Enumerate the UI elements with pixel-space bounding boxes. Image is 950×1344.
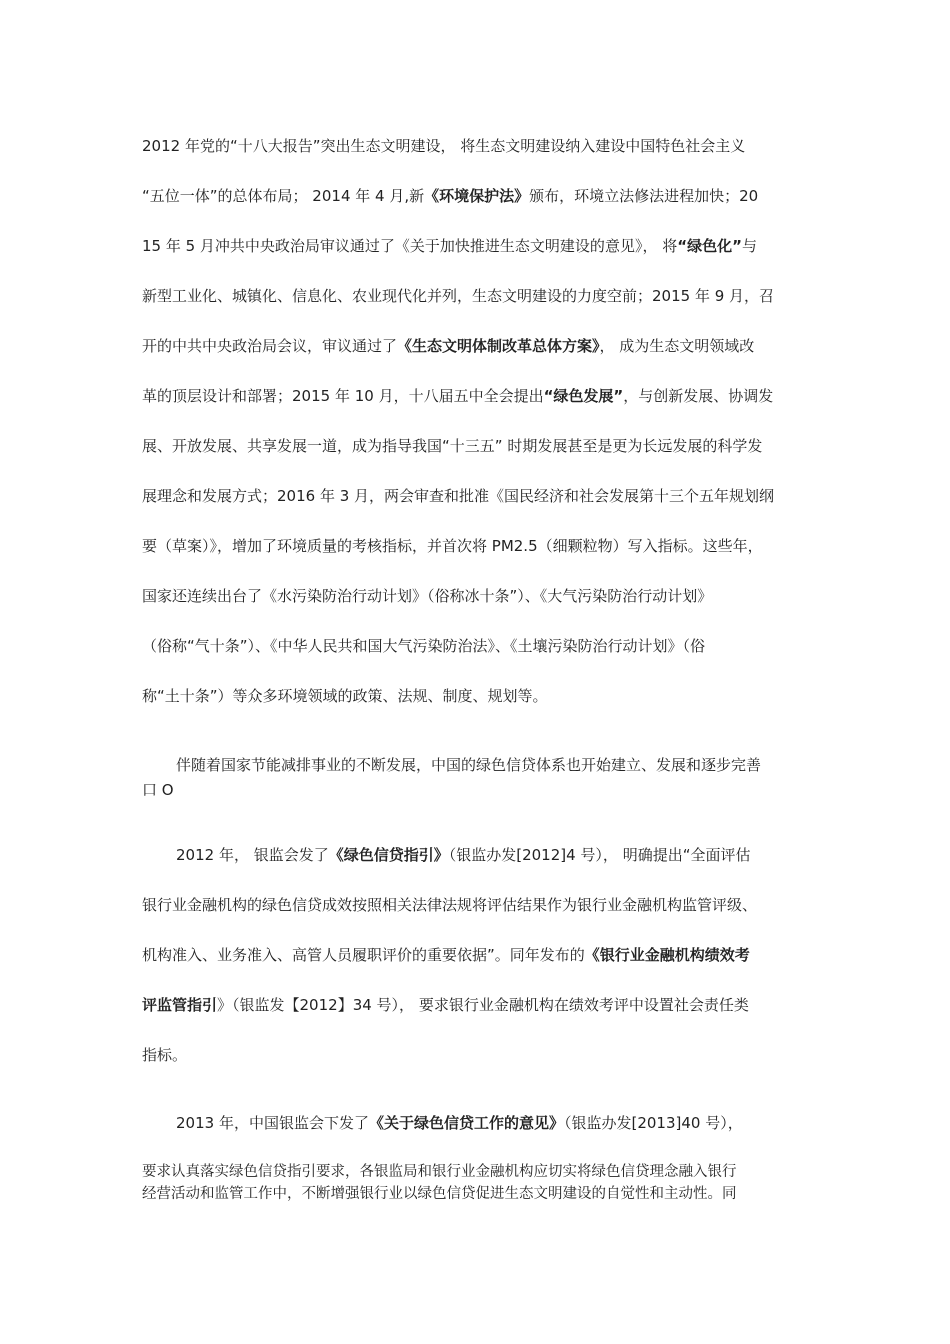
text-run: 国家还连续出台了《水污染防治行动计划》（俗称冰十条”）、《大气污染防治行动计划》 [142,587,713,605]
bold-text-run: 评监管指引 [142,996,218,1014]
text-line [142,945,750,965]
text-line [176,755,761,775]
text-line [176,1113,743,1133]
text-run: 称“土十条”）等众多环境领域的政策、法规、制度、规划等。 [142,687,548,705]
text-run: 口 O [142,781,174,799]
text-run: 要（草案）》，增加了环境质量的考核指标，并首次将 PM2.5（细颗粒物）写入指标。这些年， [142,537,763,555]
text-line [142,486,774,506]
text-line [142,236,757,256]
text-run: 展理念和发展方式；2016 年 3 月，两会审查和批准《国民经济和社会发展第十三个五年规划纲 [142,487,775,505]
text-line [142,895,757,915]
text-run: 伴随着国家节能减排事业的不断发展，中国的绿色信贷体系也开始建立、发展和逐步完善 [176,756,762,774]
text-line [142,1045,187,1065]
bold-text-run: 《关于绿色信贷工作的意见》 [368,1114,564,1132]
text-run: 2012 年， 银监会发了 [176,846,329,864]
text-run: “五位一体”的总体布局； 2014 年 4 月,新 [142,187,425,205]
text-line [142,686,548,706]
bold-text-run: 《环境保护法》 [424,187,530,205]
text-run: （银监办发[2012]4 号）， 明确提出“全面评估 [448,846,751,864]
text-line [142,386,773,406]
bold-text-run: “绿色发展” [543,387,624,405]
text-run: 指标。 [142,1046,188,1064]
text-line [142,586,712,606]
text-run: 2013 年，中国银监会下发了 [176,1114,369,1132]
text-run: 开的中共中央政治局会议，审议通过了 [142,337,398,355]
text-line [142,780,174,800]
text-run: 新型工业化、城镇化、信息化、农业现代化并列，生态文明建设的力度空前；2015 年 9 月，召 [142,287,775,305]
text-run: 经营活动和监管工作中，不断增强银行业以绿色信贷促进生态文明建设的自觉性和主动性。同 [142,1186,737,1202]
text-run: 展、开放发展、共享发展一道，成为指导我国“十三五” 时期发展甚至是更为长远发展的科学发 [142,437,763,455]
text-run: ， 成为生态文明领域改 [599,337,755,355]
text-line [142,1184,737,1204]
bold-text-run: 《生态文明体制改革总体方案》 [397,337,600,355]
text-run: （俗称“气十条”）、《中华人民共和国大气污染防治法》、《土壤污染防治行动计划》（俗 [142,637,706,655]
text-line [142,536,763,556]
text-run: 银行业金融机构的绿色信贷成效按照相关法律法规将评估结果作为银行业金融机构监管评级、 [142,896,758,914]
text-line [176,845,750,865]
text-line [142,186,758,206]
text-line [142,286,774,306]
bold-text-run: 《银行业金融机构绩效考 [584,946,750,964]
text-run: 》（银监发【2012】34 号）， 要求银行业金融机构在绩效考评中设置社会责任类 [217,996,749,1014]
text-run: 颁布，环境立法修法进程加快；20 [529,187,759,205]
text-run: ，与创新发展、协调发 [623,387,774,405]
text-run: 机构准入、业务准入、高管人员履职评价的重要依据”。同年发布的 [142,946,585,964]
bold-text-run: 《绿色信贷指引》 [328,846,449,864]
text-line [142,995,749,1015]
bold-text-run: “绿色化” [677,237,742,255]
text-line [142,636,705,656]
text-run: （银监办发[2013]40 号）， [563,1114,743,1132]
text-run: 要求认真落实绿色信贷指引要求，各银监局和银行业金融机构应切实将绿色信贷理念融入银行 [142,1164,737,1180]
text-run: 与 [741,237,757,255]
text-run: 革的顶层设计和部署；2015 年 10 月，十八届五中全会提出 [142,387,544,405]
text-line [142,1162,737,1182]
text-run: 2012 年党的“十八大报告”突出生态文明建设， 将生态文明建设纳入建设中国特色社会主义 [142,137,746,155]
text-line [142,136,745,156]
text-line [142,436,762,456]
text-run: 15 年 5 月冲共中央政治局审议通过了《关于加快推进生态文明建设的意见》， 将 [142,237,678,255]
text-line [142,336,754,356]
